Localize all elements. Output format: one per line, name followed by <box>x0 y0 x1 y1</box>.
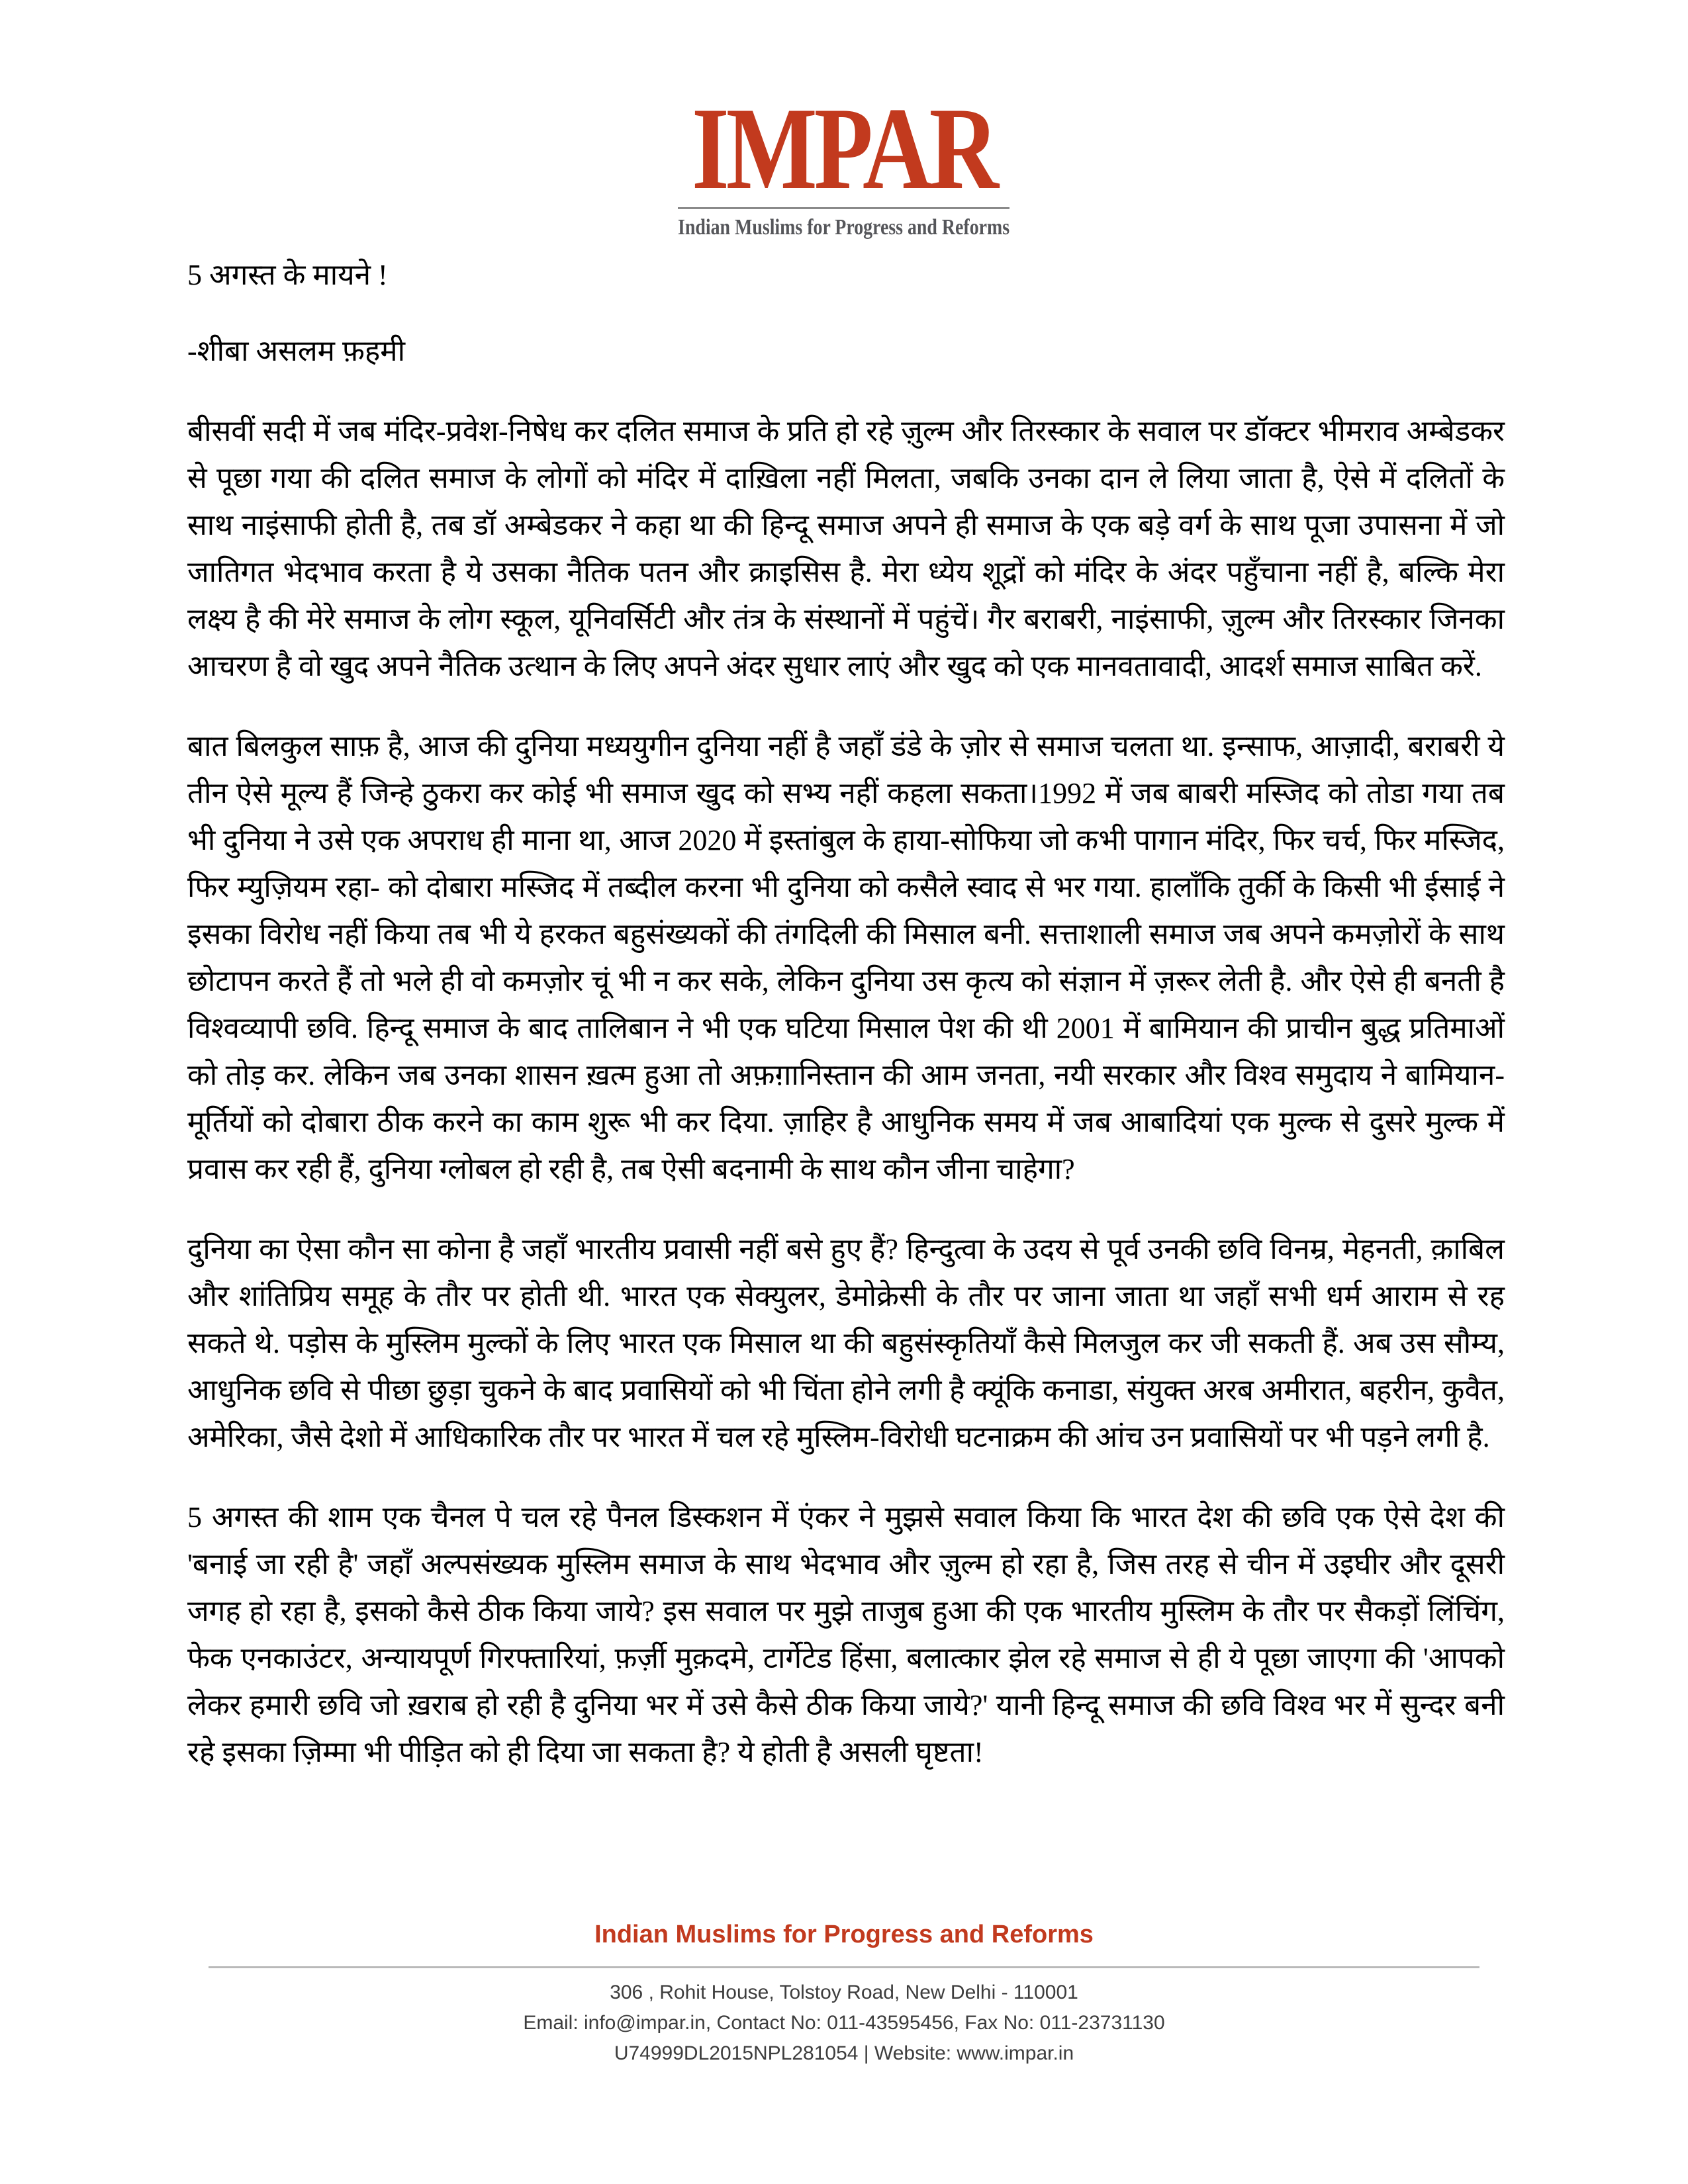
article-paragraph: बात बिलकुल साफ़ है, आज की दुनिया मध्ययुगीन दुनिया नहीं है जहाँ डंडे के ज़ोर से समाज चलता था. इन्साफ, आज़ादी, बराबरी ये तीन ऐसे मूल्य हैं जिन्हे ठुकरा कर कोई भी समाज खुद को सभ्य नहीं कहला सकता।1992 में जब बाबरी मस्जिद को तोडा गया तब भी दुनिया ने उसे एक अपराध ही माना था, आज 2020 में इस्तांबुल के हाया-सोफिया जो कभी पागान मंदिर, फिर चर्च, फिर मस्जिद, फिर म्युज़ियम रहा- को दोबारा मस्जिद में तब्दील करना भी दुनिया को कसैले स्वाद से भर गया. हालाँकि तुर्की के किसी भी ईसाई ने इसका विरोध नहीं किया तब भी ये हरकत बहुसंख्यकों की तंगदिली की मिसाल बनी. सत्ताशाली समाज जब अपने कमज़ोरों के साथ छोटापन करते हैं तो भले ही वो कमज़ोर चूं भी न कर सके, लेकिन दुनिया उस कृत्य को संज्ञान में ज़रूर लेती है. और ऐसे ही बनती है विश्वव्यापी छवि. हिन्दू समाज के बाद तालिबान ने भी एक घटिया मिसाल पेश की थी 2001 में बामियान की प्राचीन बुद्ध प्रतिमाओं को तोड़ कर. लेकिन जब उनका शासन ख़त्म हुआ तो अफ़ग़ानिस्तान की आम जनता, नयी सरकार और विश्व समुदाय ने बामियान-मूर्तियों को दोबारा ठीक करने का काम शुरू भी कर दिया. ज़ाहिर है आधुनिक समय में जब आबादियां एक मुल्क से दुसरे मुल्क में प्रवास कर रही हैं, दुनिया ग्लोबल हो रही है, तब ऐसी बदनामी के साथ कौन जीना चाहेगा? <box>187 730 1505 1185</box>
article-paragraph: दुनिया का ऐसा कौन सा कोना है जहाँ भारतीय प्रवासी नहीं बसे हुए हैं? हिन्दुत्वा के उदय से पूर्व उनकी छवि विनम्र, मेहनती, क़ाबिल और शांतिप्रिय समूह के तौर पर होती थी. भारत एक सेक्युलर, डेमोक्रेसी के तौर पर जाना जाता था जहाँ सभी धर्म आराम से रह सकते थे. पड़ोस के मुस्लिम मुल्कों के लिए भारत एक मिसाल था की बहुसंस्कृतियाँ कैसे मिलजुल कर जी सकती हैं. अब उस सौम्य, आधुनिक छवि से पीछा छुड़ा चुकने के बाद प्रवासियों को भी चिंता होने लगी है क्यूंकि कनाडा, संयुक्त अरब अमीरात, बहरीन, कुवैत, अमेरिका, जैसे देशो में आधिकारिक तौर पर भारत में चल रहे मुस्लिम-विरोधी घटनाक्रम की आंच उन प्रवासियों पर भी पड़ने लगी है. <box>187 1233 1505 1453</box>
article-paragraph: 5 अगस्त की शाम एक चैनल पे चल रहे पैनल डिस्कशन में एंकर ने मुझसे सवाल किया कि भारत देश की छवि एक ऐसे देश की 'बनाई जा रही है' जहाँ अल्पसंख्यक मुस्लिम समाज के साथ भेदभाव और ज़ुल्म हो रहा है, जिस तरह से चीन में उइघीर और दूसरी जगह हो रहा है, इसको कैसे ठीक किया जाये? इस सवाल पर मुझे ताजुब हुआ की एक भारतीय मुस्लिम के तौर पर सैकड़ों लिंचिंग, फेक एनकाउंटर, अन्यायपूर्ण गिरफ्तारियां, फ़र्ज़ी मुक़दमे, टार्गेटेड हिंसा, बलात्कार झेल रहे समाज से ही ये पूछा जाएगा की 'आपको लेकर हमारी छवि जो ख़राब हो रही है दुनिया भर में उसे कैसे ठीक किया जाये?' यानी हिन्दू समाज की छवि विश्व भर में सुन्दर बनी रहे इसका ज़िम्मा भी पीड़ित को ही दिया जा सकता है? ये होती है असली घृष्टता! <box>187 1501 1505 1768</box>
article-body <box>187 251 1505 1776</box>
article-byline: -शीबा असलम फ़हमी <box>187 335 405 367</box>
impar-logo <box>0 83 1688 240</box>
article-title: 5 अगस्त के मायने ! <box>187 259 388 291</box>
article-paragraph: बीसवीं सदी में जब मंदिर-प्रवेश-निषेध कर दलित समाज के प्रति हो रहे ज़ुल्म और तिरस्कार के सवाल पर डॉक्टर भीमराव अम्बेडकर से पूछा गया की दलित समाज के लोगों को मंदिर में दाख़िला नहीं मिलता, जबकि उनका दान ले लिया जाता है, ऐसे में दलितों के साथ नाइंसाफी होती है, तब डॉ अम्बेडकर ने कहा था की हिन्दू समाज अपने ही समाज के एक बड़े वर्ग के साथ पूजा उपासना में जो जातिगत भेदभाव करता है ये उसका नैतिक पतन और क्राइसिस है. मेरा ध्येय शूद्रों को मंदिर के अंदर पहुँचाना नहीं है, बल्कि मेरा लक्ष्य है की मेरे समाज के लोग स्कूल, यूनिवर्सिटी और तंत्र के संस्थानों में पहुंचें। गैर बराबरी, नाइंसाफी, ज़ुल्म और तिरस्कार जिनका आचरण है वो खुद अपने नैतिक उत्थान के लिए अपने अंदर सुधार लाएं और खुद को एक मानवतावादी, आदर्श समाज साबित करें. <box>187 415 1505 682</box>
footer-org-name: Indian Muslims for Progress and Reforms <box>594 1921 1094 1948</box>
footer-address: 306 , Rohit House, Tolstoy Road, New Delhi - 110001 <box>610 1981 1078 2003</box>
footer-registration: U74999DL2015NPL281054 | Website: www.impar.in <box>614 2042 1074 2064</box>
page-footer <box>0 1921 1688 2069</box>
footer-contact-block <box>0 1978 1688 2069</box>
footer-divider <box>209 1966 1479 1968</box>
impar-logo-wordmark: IMPAR <box>692 83 996 214</box>
footer-contact: Email: info@impar.in, Contact No: 011-43595456, Fax No: 011-23731130 <box>523 2012 1165 2034</box>
impar-logo-inner <box>678 83 1010 240</box>
impar-logo-tagline: Indian Muslims for Progress and Reforms <box>678 207 1009 240</box>
